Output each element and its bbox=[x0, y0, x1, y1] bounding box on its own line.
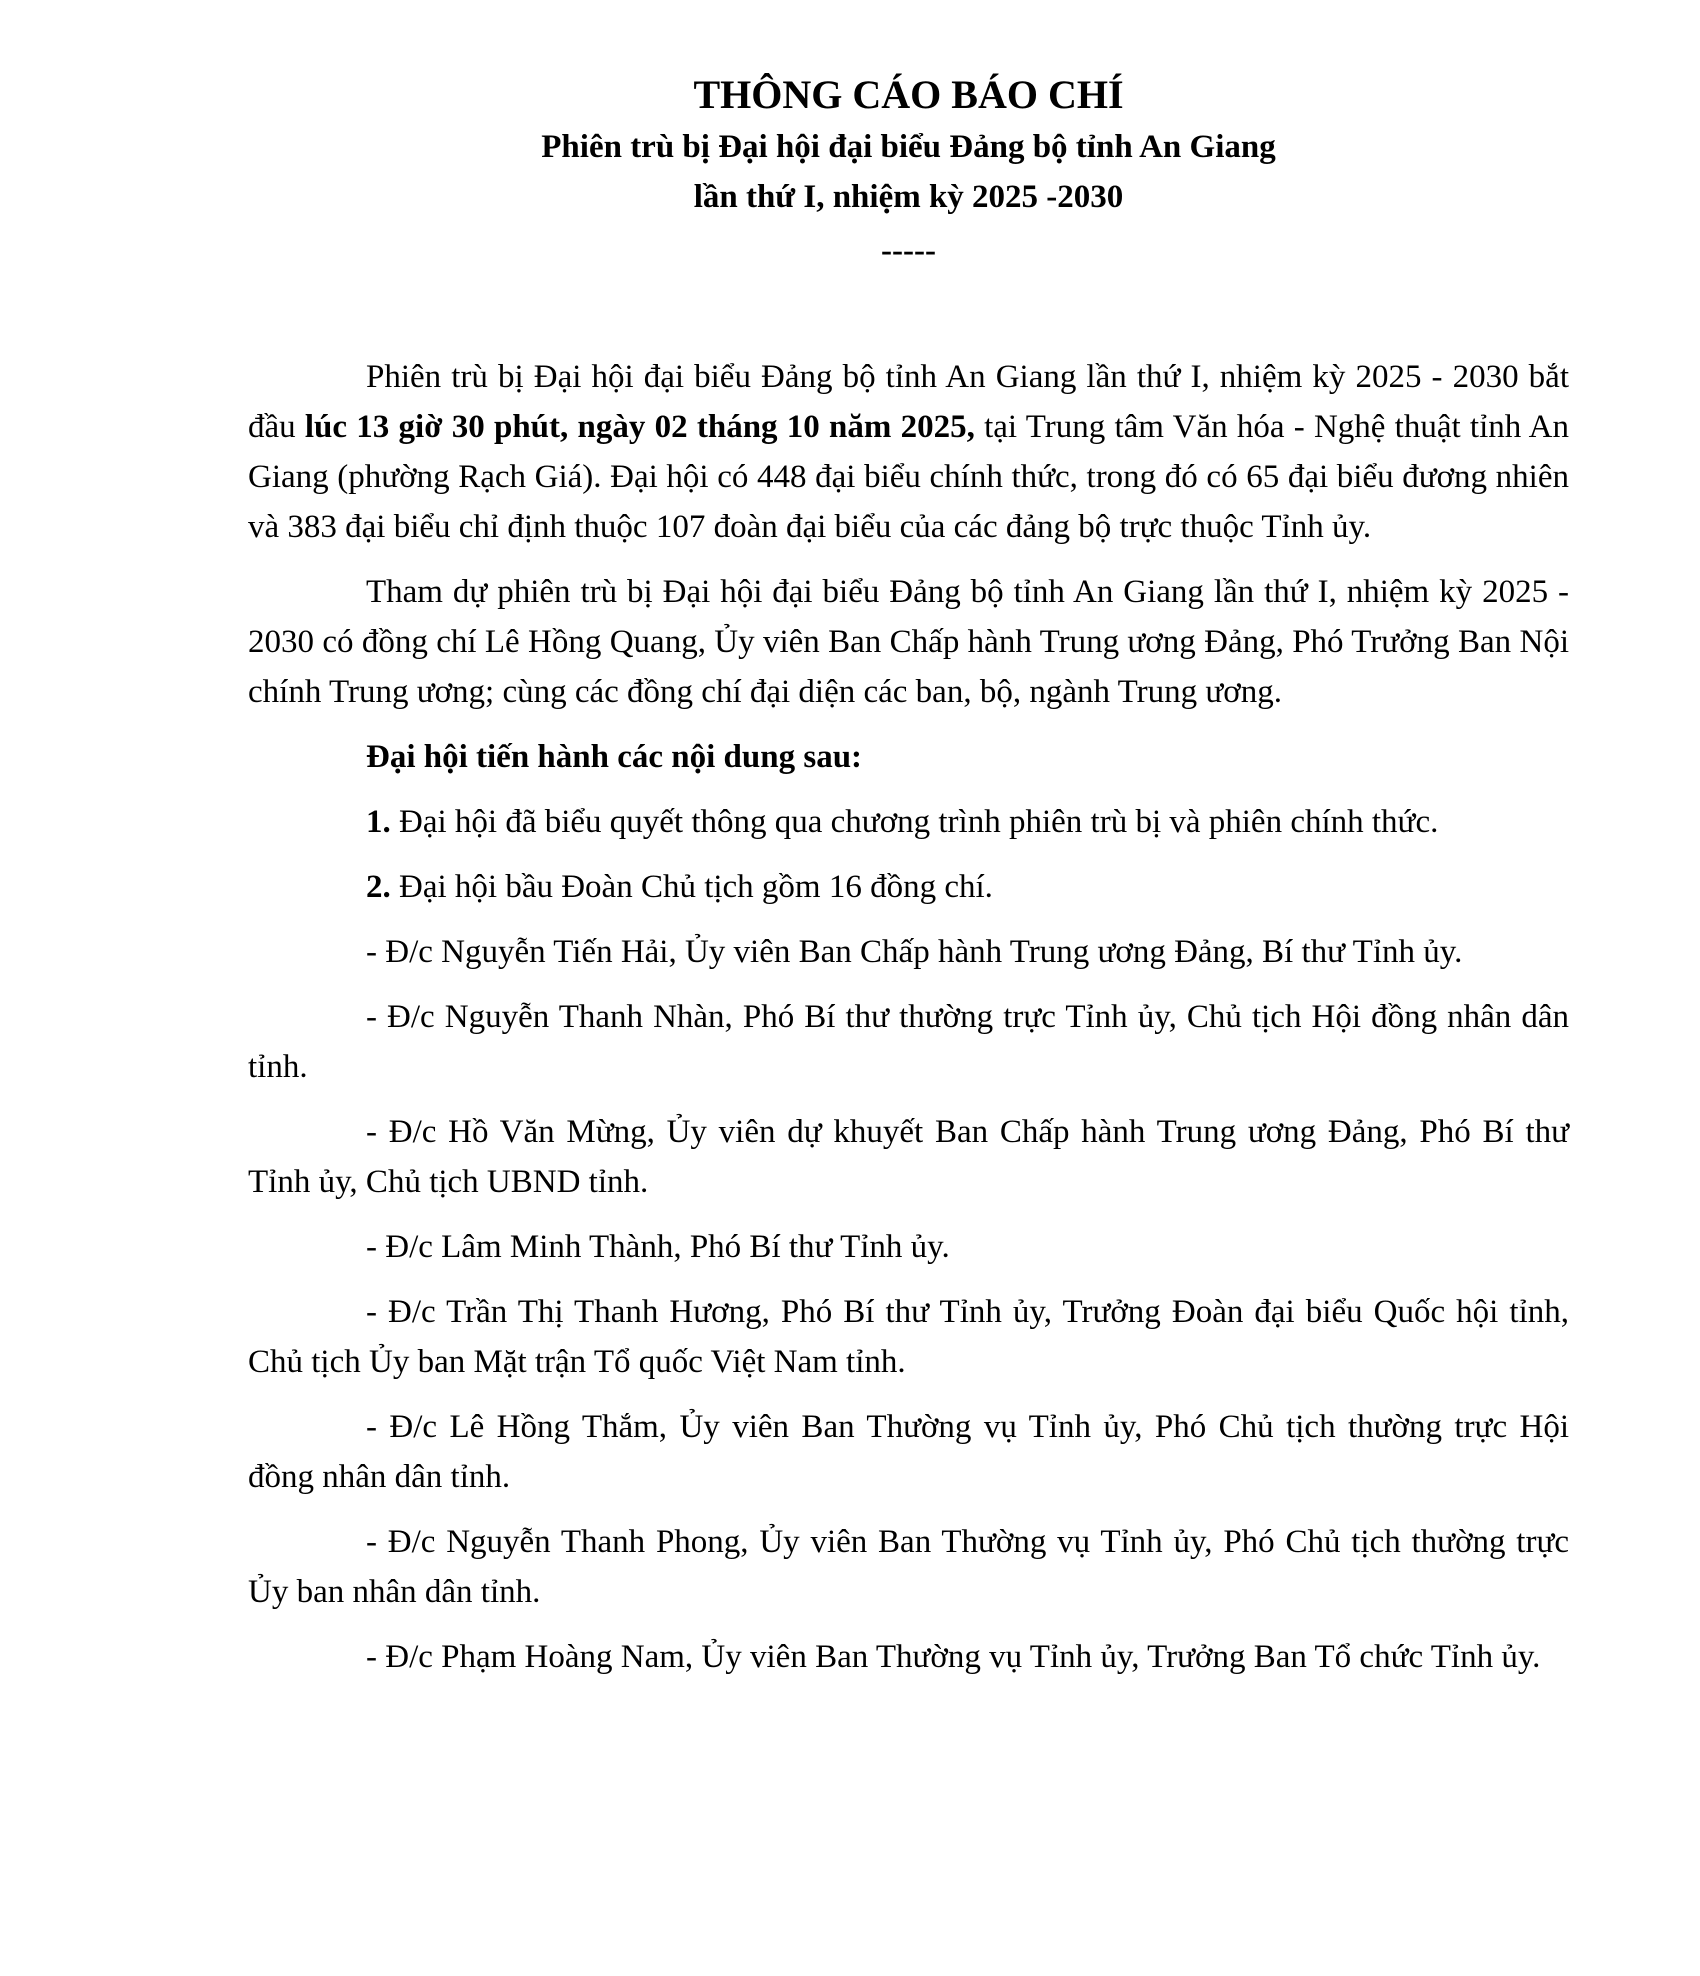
item-number: 2. bbox=[366, 869, 391, 905]
presidium-member: - Đ/c Nguyễn Thanh Phong, Ủy viên Ban Thường vụ Tỉnh ủy, Phó Chủ tịch thường trực Ủy ban nhân dân tỉnh. bbox=[248, 1524, 1569, 1610]
presidium-member: - Đ/c Nguyễn Thanh Nhàn, Phó Bí thư thường trực Tỉnh ủy, Chủ tịch Hội đồng nhân dân tỉnh. bbox=[248, 999, 1569, 1085]
presidium-member: - Đ/c Lâm Minh Thành, Phó Bí thư Tỉnh ủy. bbox=[366, 1229, 950, 1265]
presidium-member: - Đ/c Nguyễn Tiến Hải, Ủy viên Ban Chấp hành Trung ương Đảng, Bí thư Tỉnh ủy. bbox=[366, 934, 1463, 970]
presidium-member: - Đ/c Trần Thị Thanh Hương, Phó Bí thư Tỉnh ủy, Trưởng Đoàn đại biểu Quốc hội tỉnh, Chủ tịch Ủy ban Mặt trận Tổ quốc Việt Nam tỉnh. bbox=[248, 1294, 1569, 1380]
item-text: Đại hội bầu Đoàn Chủ tịch gồm 16 đồng chí. bbox=[390, 869, 993, 905]
item-number: 1. bbox=[366, 804, 391, 840]
document-body bbox=[248, 352, 1569, 1697]
paragraph-opening bbox=[248, 352, 1569, 552]
paragraph-text: Phiên trù bị Đại hội đại biểu Đảng bộ tỉnh An Giang lần thứ I, nhiệm kỳ 2025 - 2030 bắt đầu bbox=[248, 359, 1569, 445]
presidium-member: - Đ/c Hồ Văn Mừng, Ủy viên dự khuyết Ban Chấp hành Trung ương Đảng, Phó Bí thư Tỉnh ủy, Chủ tịch UBND tỉnh. bbox=[248, 1114, 1569, 1200]
document-title: THÔNG CÁO BÁO CHÍ bbox=[693, 72, 1124, 117]
agenda-heading bbox=[248, 732, 1569, 782]
paragraph-attendance: Tham dự phiên trù bị Đại hội đại biểu Đảng bộ tỉnh An Giang lần thứ I, nhiệm kỳ 2025 - 2030 có đồng chí Lê Hồng Quang, Ủy viên Ban Chấp hành Trung ương Đảng, Phó Trưởng Ban Nội chính Trung ương; cùng các đồng chí đại diện các ban, bộ, ngành Trung ương. bbox=[248, 574, 1569, 710]
paragraph-text: tại Trung tâm Văn hóa - Nghệ thuật tỉnh An Giang (phường Rạch Giá). Đại hội có 448 đại biểu chính thức, trong đó có 65 đại biểu đương nhiên và 383 đại biểu chỉ định thuộc 107 đoàn đại biểu của các đảng bộ trực thuộc Tỉnh ủy. bbox=[248, 409, 1569, 545]
document-subtitle-line2: lần thứ I, nhiệm kỳ 2025 -2030 bbox=[693, 179, 1124, 215]
paragraph-bold-datetime: lúc 13 giờ 30 phút, ngày 02 tháng 10 năm 2025, bbox=[304, 409, 975, 445]
presidium-member: - Đ/c Lê Hồng Thắm, Ủy viên Ban Thường vụ Tỉnh ủy, Phó Chủ tịch thường trực Hội đồng nhân dân tỉnh. bbox=[248, 1409, 1569, 1495]
agenda-item-1 bbox=[248, 797, 1569, 847]
presidium-member: - Đ/c Phạm Hoàng Nam, Ủy viên Ban Thường vụ Tỉnh ủy, Trưởng Ban Tổ chức Tỉnh ủy. bbox=[366, 1639, 1541, 1675]
document-header bbox=[248, 68, 1569, 276]
item-text: Đại hội đã biểu quyết thông qua chương trình phiên trù bị và phiên chính thức. bbox=[390, 804, 1439, 840]
agenda-item-2 bbox=[248, 862, 1569, 912]
separator: ----- bbox=[881, 233, 936, 269]
agenda-heading-text: Đại hội tiến hành các nội dung sau: bbox=[366, 739, 863, 775]
document-subtitle-line1: Phiên trù bị Đại hội đại biểu Đảng bộ tỉnh An Giang bbox=[541, 129, 1276, 165]
